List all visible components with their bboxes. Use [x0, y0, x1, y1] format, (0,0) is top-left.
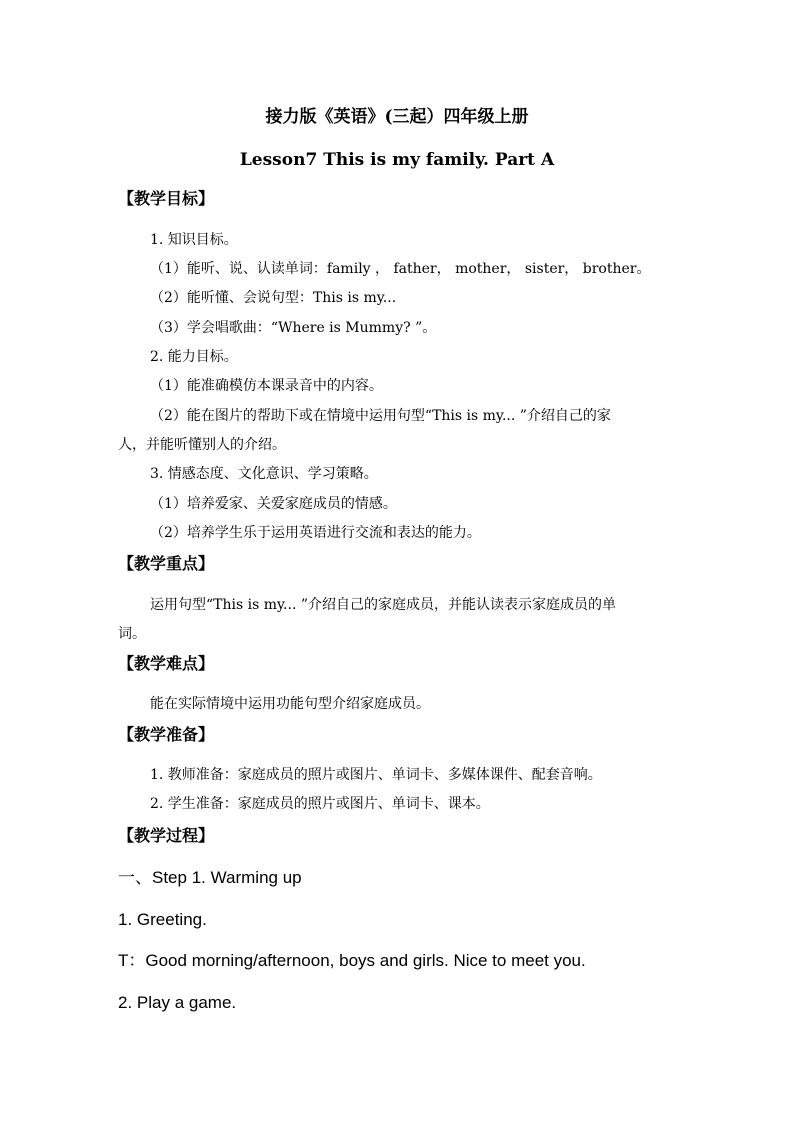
objective-line: 2. 能力目标。: [150, 349, 238, 365]
objective-line: （1）能准确模仿本课录音中的内容。: [150, 378, 383, 394]
preparation-line: 2. 学生准备：家庭成员的照片或图片、单词卡、课本。: [150, 796, 490, 812]
process-line: 1. Greeting.: [118, 910, 207, 929]
process-line: T：Good morning/afternoon, boys and girls. Nice to meet you.: [118, 951, 586, 970]
section-heading-key-points: 【教学重点】: [118, 554, 215, 573]
objective-line: 1. 知识目标。: [150, 232, 238, 248]
section-heading-preparation: 【教学准备】: [118, 725, 215, 744]
preparation-line: 1. 教师准备：家庭成员的照片或图片、单词卡、多媒体课件、配套音响。: [150, 767, 602, 783]
objective-line: （2）培养学生乐于运用英语进行交流和表达的能力。: [150, 525, 481, 541]
objective-line: （2）能在图片的帮助下或在情境中运用句型“This is my... ”介绍自己的家: [150, 408, 611, 424]
document-title: 接力版《英语》(三起）四年级上册: [265, 107, 529, 127]
process-line: 2. Play a game.: [118, 993, 237, 1012]
objective-line: （2）能听懂、会说句型：This is my...: [150, 290, 397, 306]
section-heading-objectives: 【教学目标】: [118, 189, 215, 208]
objective-line: （1）培养爱家、关爱家庭成员的情感。: [150, 496, 397, 512]
objective-line: 3. 情感态度、文化意识、学习策略。: [150, 466, 378, 482]
key-point-line: 词。: [118, 626, 146, 642]
difficulty-line: 能在实际情境中运用功能句型介绍家庭成员。: [150, 696, 430, 712]
section-heading-process: 【教学过程】: [118, 826, 215, 845]
objective-line: 人，并能听懂别人的介绍。: [118, 437, 286, 453]
objective-line: （3）学会唱歌曲：“Where is Mummy? ”。: [150, 320, 437, 336]
key-point-line: 运用句型“This is my... ”介绍自己的家庭成员，并能认读表示家庭成员的单: [150, 597, 617, 613]
objective-line: （1）能听、说、认读单词：family ， father， mother， sister， brother。: [150, 261, 651, 277]
section-heading-difficulties: 【教学难点】: [118, 654, 215, 673]
process-step-heading: 一、Step 1. Warming up: [118, 868, 302, 887]
lesson-subtitle: Lesson7 This is my family. Part A: [239, 150, 555, 170]
